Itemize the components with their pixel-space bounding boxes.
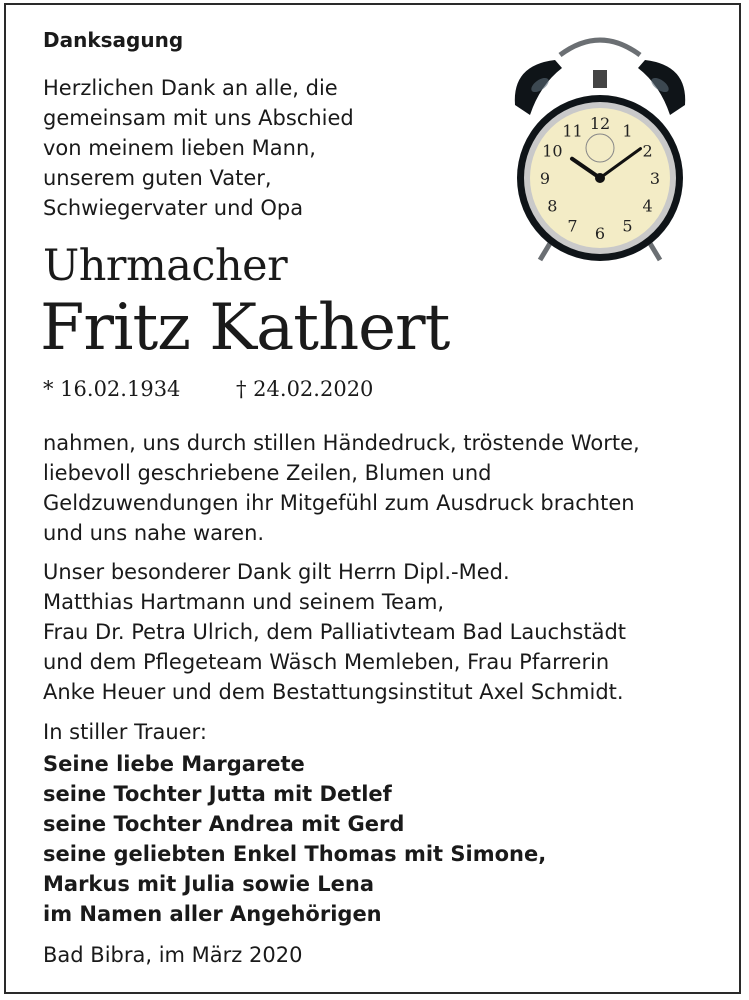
thanks-line: nahmen, uns durch stillen Händedruck, tröstende Worte, xyxy=(43,431,640,455)
clock-numeral: 10 xyxy=(542,141,563,161)
thanks-line: und uns nahe waren. xyxy=(43,521,265,545)
heading: Danksagung xyxy=(43,28,184,52)
intro-line: gemeinsam mit uns Abschied xyxy=(43,106,354,130)
mourner-line: Seine liebe Margarete xyxy=(43,752,305,776)
clock-numeral: 5 xyxy=(622,216,633,236)
special-thanks-line: Frau Dr. Petra Ulrich, dem Palliativteam Bad Lauchstädt xyxy=(43,620,627,644)
mourner-line: Markus mit Julia sowie Lena xyxy=(43,872,375,896)
special-thanks-line: Anke Heuer und dem Bestattungsinstitut Axel Schmidt. xyxy=(43,680,624,704)
mourner-line: seine Tochter Andrea mit Gerd xyxy=(43,812,405,836)
mourners-list xyxy=(43,749,546,929)
death-date: † 24.02.2020 xyxy=(236,377,374,401)
intro-line: von meinem lieben Mann, xyxy=(43,136,316,160)
birth-date: * 16.02.1934 xyxy=(43,377,181,401)
intro-line: unserem guten Vater, xyxy=(43,166,272,190)
mourner-line: seine geliebten Enkel Thomas mit Simone, xyxy=(43,842,547,866)
clock-numeral: 4 xyxy=(642,196,653,216)
special-thanks-line: Matthias Hartmann und seinem Team, xyxy=(43,590,445,614)
mourning-intro: In stiller Trauer: xyxy=(43,720,207,744)
clock-numeral: 1 xyxy=(622,121,633,141)
clock-numeral: 8 xyxy=(547,196,558,216)
thanks-paragraph xyxy=(43,428,640,548)
special-thanks-line: und dem Pflegeteam Wäsch Memleben, Frau Pfarrerin xyxy=(43,650,610,674)
mourner-line: im Namen aller Angehörigen xyxy=(43,902,382,926)
clock-numeral: 9 xyxy=(539,169,551,188)
clock-numeral: 12 xyxy=(589,114,611,133)
clock-numeral: 3 xyxy=(649,169,661,188)
profession: Uhrmacher xyxy=(43,241,288,291)
thanks-line: liebevoll geschriebene Zeilen, Blumen und xyxy=(43,461,492,485)
mourner-line: seine Tochter Jutta mit Detlef xyxy=(43,782,392,806)
special-thanks-paragraph xyxy=(43,557,626,707)
clock-numeral: 11 xyxy=(562,121,583,141)
deceased-name: Fritz Kathert xyxy=(40,291,450,365)
thanks-line: Geldzuwendungen ihr Mitgefühl zum Ausdruck brachten xyxy=(43,491,635,515)
clock-numeral: 6 xyxy=(594,224,606,243)
place-date: Bad Bibra, im März 2020 xyxy=(43,943,303,967)
alarm-clock-icon xyxy=(500,30,700,270)
clock-numeral: 2 xyxy=(642,141,653,161)
clock-numeral: 7 xyxy=(567,216,578,236)
intro-line: Schwiegervater und Opa xyxy=(43,196,304,220)
intro-text xyxy=(43,73,354,223)
life-dates xyxy=(43,377,374,401)
intro-line: Herzlichen Dank an alle, die xyxy=(43,76,338,100)
special-thanks-line: Unser besonderer Dank gilt Herrn Dipl.-Med. xyxy=(43,560,510,584)
